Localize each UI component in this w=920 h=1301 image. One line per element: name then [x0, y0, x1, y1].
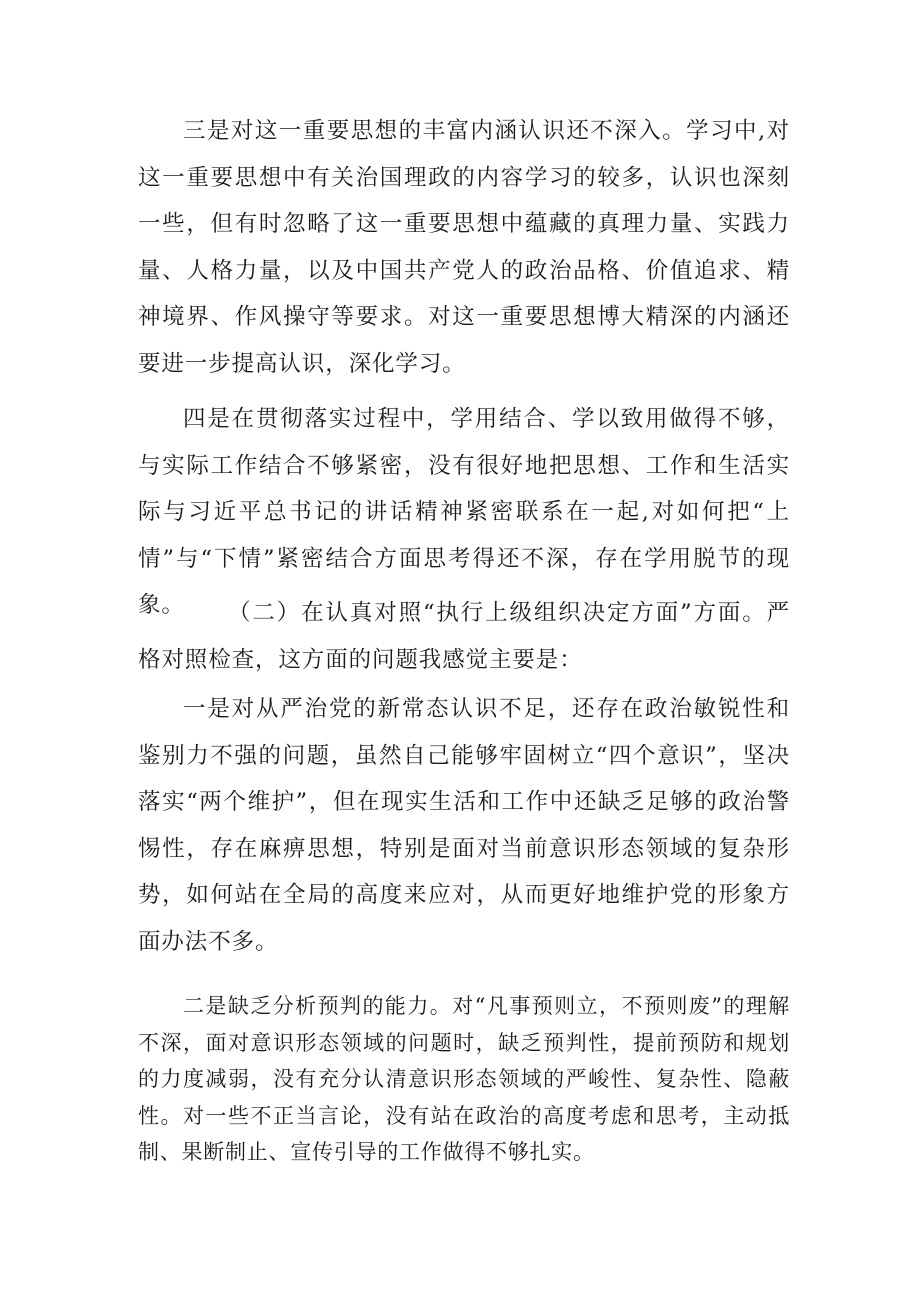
paragraph-4-implementation: 四是在贯彻落实过程中，学用结合、学以致用做得不够，与实际工作结合不够紧密，没有很好地把思想、工作和生活实际与习近平总书记的讲话精神紧密联系在一起,对如何把“上情”与“下情”紧密结合方面思考得还不深，存在学用脱节的现象。 — [138, 406, 790, 618]
paragraph-2-analysis: 二是缺乏分析预判的能力。对“凡事预则立，不预则废”的理解不深，面对意识形态领域的问题时，缺乏预判性，提前预防和规划的力度减弱，没有充分认清意识形态领域的严峻性、复杂性、隐蔽性。对一些不正当言论，没有站在政治的高度考虑和思考，主动抵制、果断制止、宣传引导的工作做得不够扎实。 — [138, 994, 790, 1164]
paragraph-3-understanding: 三是对这一重要思想的丰富内涵认识还不深入。学习中,对这一重要思想中有关治国理政的内容学习的较多，认识也深刻一些，但有时忽略了这一重要思想中蕴藏的真理力量、实践力量、人格力量，以及中国共产党人的政治品格、价值追求、精神境界、作风操守等要求。对这一重要思想博大精深的内涵还要进一步提高认识，深化学习。 — [138, 118, 790, 377]
paragraph-1-party-discipline: 一是对从严治党的新常态认识不足，还存在政治敏锐性和鉴别力不强的问题，虽然自己能够牢固树立“四个意识”，坚决落实“两个维护”，但在现实生活和工作中还缺乏足够的政治警惕性，存在麻痹思想，特别是面对当前意识形态领域的复杂形势，如何站在全局的高度来应对，从而更好地维护党的形象方面办法不多。 — [138, 696, 790, 955]
section-heading-2: （二）在认真对照“执行上级组织决定方面”方面。严格对照检查，这方面的问题我感觉主要是： — [138, 600, 790, 673]
